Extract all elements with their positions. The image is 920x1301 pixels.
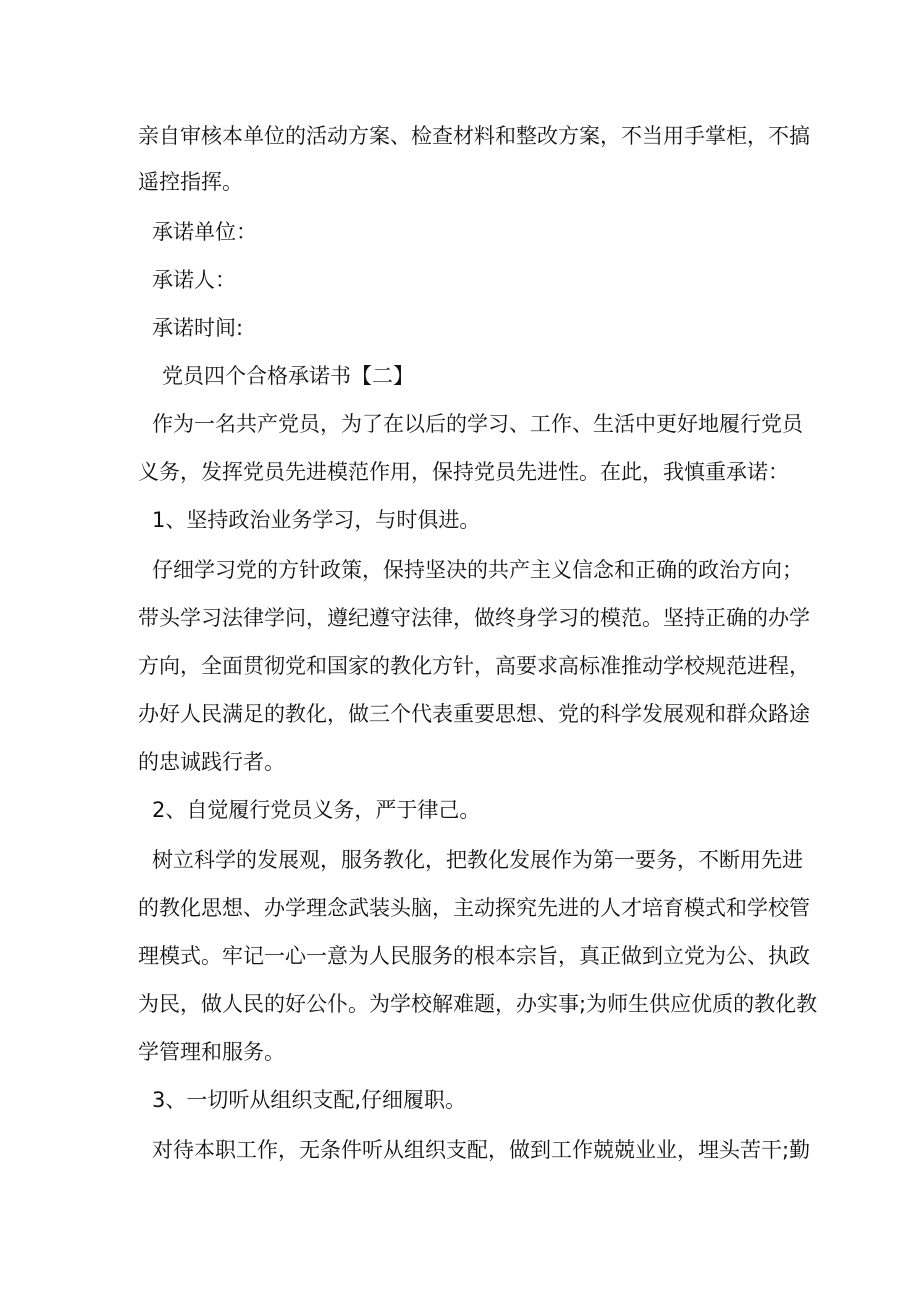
numbered-item-heading: 2、自觉履行党员义务，严于律己。 (152, 798, 481, 822)
signature-field-person: 承诺人： (152, 268, 236, 292)
paragraph-line: 亲自审核本单位的活动方案、检查材料和整改方案，不当用手掌柜，不搞 (138, 124, 810, 148)
paragraph-line: 作为一名共产党员，为了在以后的学习、工作、生活中更好地履行党员 (152, 412, 803, 436)
signature-field-unit: 承诺单位： (152, 220, 257, 244)
paragraph-line: 对待本职工作，无条件听从组织支配，做到工作兢兢业业，埋头苦干;勤 (152, 1138, 811, 1162)
numbered-item-heading: 3、一切听从组织支配,仔细履职。 (152, 1088, 467, 1112)
paragraph-line: 办好人民满足的教化，做三个代表重要思想、党的科学发展观和群众路途 (138, 702, 810, 726)
paragraph-line: 学管理和服务。 (138, 1040, 285, 1064)
paragraph-line: 遥控指挥。 (138, 170, 243, 194)
paragraph-line: 为民，做人民的好公仆。为学校解难题，办实事;为师生供应优质的教化教 (138, 992, 818, 1016)
paragraph-line: 的忠诚践行者。 (138, 750, 285, 774)
signature-field-date: 承诺时间: (152, 316, 244, 340)
paragraph-line: 带头学习法律学问，遵纪遵守法律，做终身学习的模范。坚持正确的办学 (138, 606, 810, 630)
paragraph-line: 方向，全面贯彻党和国家的教化方针，高要求高标准推动学校规范进程， (138, 654, 810, 678)
paragraph-line: 义务，发挥党员先进模范作用，保持党员先进性。在此，我慎重承诺： (138, 460, 789, 484)
paragraph-line: 的教化思想、办学理念武装头脑，主动探究先进的人才培育模式和学校管 (138, 896, 810, 920)
numbered-item-heading: 1、坚持政治业务学习，与时俱进。 (152, 508, 481, 532)
section-heading: 党员四个合格承诺书【二】 (162, 364, 414, 388)
paragraph-line: 树立科学的发展观，服务教化，把教化发展作为第一要务，不断用先进 (152, 848, 803, 872)
paragraph-line: 仔细学习党的方针政策，保持坚决的共产主义信念和正确的政治方向； (152, 558, 803, 582)
paragraph-line: 理模式。牢记一心一意为人民服务的根本宗旨，真正做到立党为公、执政 (138, 944, 810, 968)
